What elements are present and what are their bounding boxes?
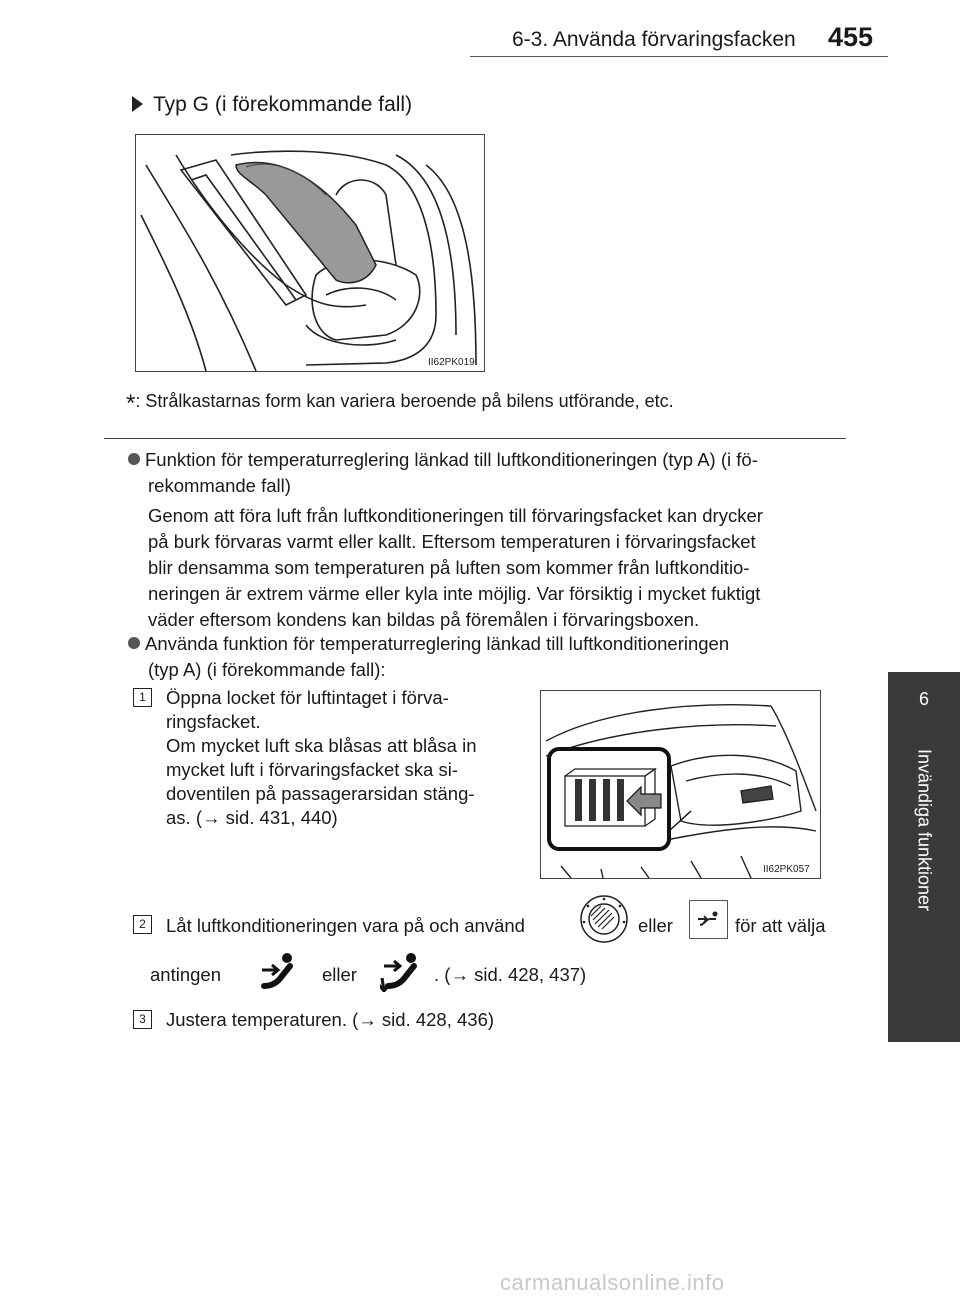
paragraph-temperature-description [148, 503, 842, 633]
bullet-heading-line: Funktion för temperaturreglering länkad till luftkonditioneringen (typ A) (i fö- [145, 449, 758, 470]
header-rule [470, 56, 888, 57]
bullet-using-function [128, 631, 854, 683]
step-line: Om mycket luft ska blåsas att blåsa in [166, 735, 477, 756]
mode-dial-icon [579, 894, 629, 944]
step-2-text-d: antingen [150, 964, 221, 985]
footnote [126, 390, 674, 418]
air-intake-illustration [541, 691, 820, 878]
chapter-label: Invändiga funktioner [914, 748, 935, 912]
step-line: Öppna locket för luftintaget i förva- [166, 687, 449, 708]
step-line: as. (→ sid. 431, 440) [166, 807, 338, 828]
figure-typ-g [135, 134, 485, 372]
step-2-text-f: . (→ sid. 428, 437) [434, 964, 587, 985]
figure-code-step-1: II62PK057 [763, 864, 810, 875]
step-1-number: 1 [133, 688, 152, 707]
step-2-number: 2 [133, 915, 152, 934]
step-1-text [166, 686, 518, 830]
figure-step-1 [540, 690, 821, 879]
step-2-text-c: för att välja [735, 915, 826, 936]
typ-g-title [132, 93, 412, 117]
figure-code-typ-g: II62PK019 [428, 357, 475, 368]
bullet-heading-line: Använda funktion för temperaturreglering länkad till luftkonditioneringen [145, 633, 730, 654]
bullet-heading-line: rekommande fall) [148, 475, 291, 496]
step-2-text-b: eller [638, 915, 673, 936]
step-2-line-1 [166, 914, 525, 938]
airflow-mode-button-icon [689, 900, 728, 939]
page-number: 455 [828, 22, 874, 52]
chapter-number: 6 [918, 689, 929, 709]
footnote-marker: * [126, 390, 136, 417]
watermark-text: carmanualsonline.info [500, 1270, 725, 1295]
paragraph-line: neringen är extrem värme eller kyla inte möjlig. Var försiktig i mycket fuktigt [148, 583, 761, 604]
triangle-bullet-icon [132, 96, 143, 112]
step-2-text-a: Låt luftkonditioneringen vara på och använd [166, 915, 525, 936]
step-3-number: 3 [133, 1010, 152, 1029]
paragraph-line: Genom att föra luft från luftkonditioneringen till förvaringsfacket kan drycker [148, 505, 763, 526]
paragraph-line: blir densamma som temperaturen på luften som kommer från luftkonditio- [148, 557, 750, 578]
step-2-text-e: eller [322, 964, 357, 985]
bullet-heading-line: (typ A) (i förekommande fall): [148, 659, 386, 680]
step-line: doventilen på passagerarsidan stäng- [166, 783, 475, 804]
bullet-dot-icon [128, 637, 140, 649]
face-airflow-icon [260, 952, 302, 997]
face-feet-airflow-icon [380, 952, 426, 997]
step-3-text: Justera temperaturen. (→ sid. 428, 436) [166, 1009, 495, 1030]
header-section-title: 6-3. Använda förvaringsfacken [512, 28, 796, 51]
paragraph-line: på burk förvaras varmt eller kallt. Eftersom temperaturen i förvaringsfacket [148, 531, 756, 552]
section-divider [104, 438, 846, 439]
paragraph-line: väder eftersom kondens kan bildas på föremålen i förvaringsboxen. [148, 609, 700, 630]
bullet-temperature-function [128, 447, 854, 499]
step-line: ringsfacket. [166, 711, 261, 732]
typ-g-title-text: Typ G (i förekommande fall) [153, 93, 413, 116]
footnote-text: : Strålkastarnas form kan variera beroende på bilens utförande, etc. [135, 391, 674, 411]
console-tray-illustration [136, 135, 484, 371]
bullet-dot-icon [128, 453, 140, 465]
step-line: mycket luft i förvaringsfacket ska si- [166, 759, 458, 780]
